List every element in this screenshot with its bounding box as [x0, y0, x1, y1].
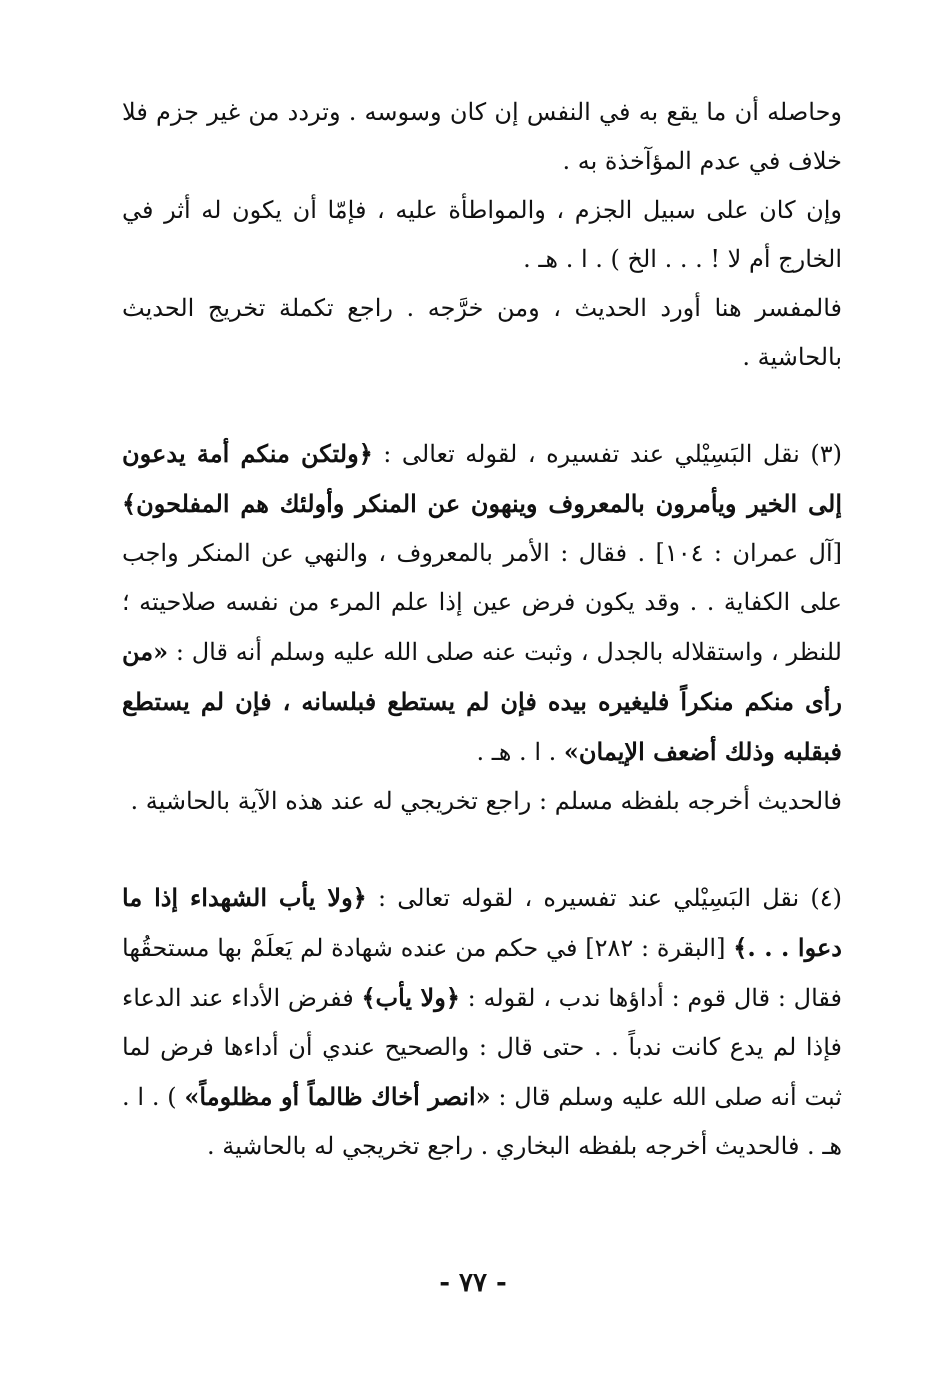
note-body: [البقرة : ٢٨٢] في حكم من عنده شهادة لم يَعلَمْ بها مستحقُها فقال : قال قوم : أداؤها ندب ، لقوله : — [122, 934, 842, 1012]
note-intro: (٣) نقل البَسِيْلي عند تفسيره ، لقوله تعالى : — [383, 440, 842, 468]
paragraph-summary — [122, 88, 842, 186]
hadith-quote: «انصر أخاك ظالماً أو مظلوماً» — [184, 1082, 491, 1111]
note-intro: (٤) نقل البَسِيْلي عند تفسيره ، لقوله تعالى : — [377, 884, 843, 912]
paragraph-takhrij-3 — [122, 777, 842, 826]
section-gap — [122, 382, 842, 429]
note-end: . ا . هـ . — [476, 738, 557, 766]
page-body — [122, 88, 842, 1171]
paragraph-note-3 — [122, 429, 842, 777]
section-gap — [122, 826, 842, 873]
text: فالمفسر هنا أورد الحديث ، ومن خرَّجه . راجع تكملة تخريج الحديث بالحاشية . — [122, 294, 842, 371]
text: وإن كان على سبيل الجزم ، والمواطأة عليه ، فإمّا أن يكون له أثر في الخارج أم لا ! . . . الخ ) . ا . هـ . — [122, 196, 842, 273]
text: فالحديث أخرجه بلفظه مسلم : راجع تخريجي له عند هذه الآية بالحاشية . — [130, 787, 842, 815]
paragraph-mufassir-note — [122, 284, 842, 382]
note-body: ففرض الأداء عند الدعاء فإذا لم يدع كانت ندباً . . حتى قال : والصحيح عندي أن أداءها فرض لما ثبت أنه صلى الله عليه وسلم قال : — [122, 984, 842, 1111]
text: وحاصله أن ما يقع به في النفس إن كان وسوسه . وتردد من غير جزم فلا خلاف في عدم المؤآخذة به . — [122, 98, 842, 175]
quran-verse: ﴿ولتكن منكم أمة يدعون إلى الخير ويأمرون بالمعروف وينهون عن المنكر وأولئك هم المفلحون﴾ — [122, 439, 842, 518]
paragraph-resolve — [122, 186, 842, 284]
note-end: ) . ا . هـ . فالحديث أخرجه بلفظه البخاري . راجع تخريجي له بالحاشية . — [122, 1083, 842, 1160]
hadith-quote: «من رأى منكم منكراً فليغيره بيده فإن لم يستطع فبلسانه ، فإن لم يستطع فبقلبه وذلك أضعف الإيمان» — [122, 637, 842, 766]
paragraph-note-4 — [122, 873, 842, 1171]
quran-verse: ﴿ولا يأب﴾ — [361, 983, 460, 1012]
quran-verse: ﴿ولا يأب الشهداء إذا ما دعوا . . .﴾ — [122, 883, 842, 962]
page-number: - ٧٧ - — [439, 1268, 507, 1298]
note-body: [آل عمران : ١٠٤] . فقال : الأمر بالمعروف ، والنهي عن المنكر واجب على الكفاية . . وقد يكون فرض عين إذا علم المرء من نفسه صلاحيته ؛ للنظر ، واستقلاله بالجدل ، وثبت عنه صلى الله عليه وسلم أنه قال : — [122, 539, 843, 666]
